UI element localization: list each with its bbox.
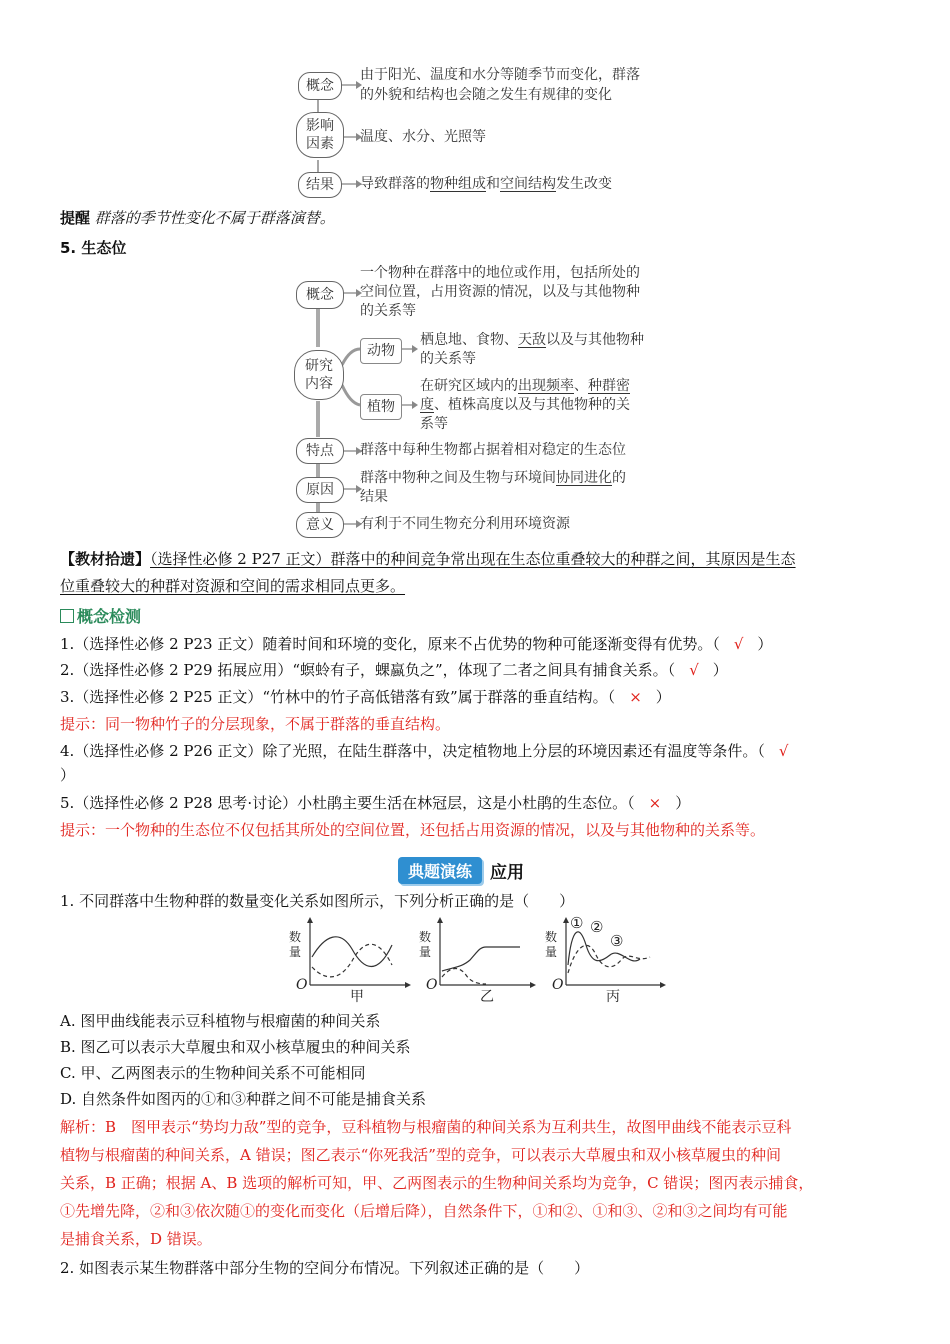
concept-check-title: 概念检测	[60, 606, 141, 628]
banner-label: 典题演练	[398, 857, 482, 884]
reason-node: 原因	[296, 477, 344, 503]
factor-node: 影响 因素	[296, 112, 344, 158]
q1-analysis-line5: 是捕食关系，D 错误。	[60, 1230, 212, 1248]
check-item-1: 1.（选择性必修 2 P23 正文）随着时间和环境的变化，原来不占优势的物种可能逐渐变得有优势。（ √ ）	[60, 635, 773, 653]
feature-text: 群落中每种生物都占据着相对稳定的生态位	[360, 442, 626, 458]
textbook-line1: 【教材拾遗】（选择性必修 2 P27 正文）群落中的种间竞争常出现在生态位重叠较大的种群之间，其原因是生态	[60, 550, 796, 568]
hint-5: 提示：一个物种的生态位不仅包括其所处的空间位置，还包括占用资源的情况，以及与其他物种的关系等。	[60, 821, 766, 839]
plant-node: 植物	[360, 394, 402, 420]
curve-label-2: ②	[590, 918, 604, 936]
plant-text2: 度、植株高度以及与其他物种的关	[420, 397, 630, 413]
concept-node: 概念	[298, 72, 342, 100]
plant-text3: 系等	[420, 416, 448, 432]
result-text: 导致群落的物种组成和空间结构发生改变	[360, 176, 612, 192]
meaning-node: 意义	[296, 512, 344, 538]
factor-text: 温度、水分、光照等	[360, 129, 486, 145]
q2-stem: 2. 如图表示某生物群落中部分生物的空间分布情况。下列叙述正确的是（ ）	[60, 1259, 590, 1277]
reason-text2: 结果	[360, 489, 388, 505]
reminder: 提醒 群落的季节性变化不属于群落演替。	[60, 209, 335, 227]
animal-node: 动物	[360, 338, 402, 364]
practice-banner	[398, 856, 524, 884]
check-item-3: 3.（选择性必修 2 P25 正文）“竹林中的竹子高低错落有致”属于群落的垂直结构。（ × ）	[60, 688, 671, 706]
graph-yi-origin: O	[426, 977, 438, 993]
section5-title: 5. 生态位	[60, 239, 127, 257]
graph-bing-caption: 丙	[606, 989, 620, 1005]
graph-bing-ylabel: 数量	[545, 930, 558, 959]
graph-yi	[437, 917, 536, 988]
graph-jia	[307, 917, 411, 988]
q1-analysis-line1: 解析：B 图甲表示“势均力敌”型的竞争，豆科植物与根瘤菌的种间关系为互利共生，故图甲曲线不能表示豆科	[60, 1118, 792, 1136]
concept-text-line2: 的外貌和结构也会随之发生有规律的变化	[360, 87, 612, 103]
reason-text1: 群落中物种之间及生物与环境间协同进化的	[360, 470, 626, 486]
animal-text2: 的关系等	[420, 351, 476, 367]
graph-jia-caption: 甲	[350, 989, 364, 1005]
niche-concept-text3: 的关系等	[360, 303, 416, 319]
check-item-4-close: ）	[60, 766, 76, 784]
textbook-line2: 位重叠较大的种群对资源和空间的需求相同点更多。	[60, 577, 406, 595]
result-node: 结果	[298, 172, 342, 198]
banner-suffix: 应用	[490, 862, 525, 883]
animal-text1: 栖息地、食物、天敌以及与其他物种	[420, 332, 644, 348]
q1-option-a: A. 图甲曲线能表示豆科植物与根瘤菌的种间关系	[60, 1012, 381, 1030]
q1-option-d: D. 自然条件如图丙的①和③种群之间不可能是捕食关系	[60, 1090, 427, 1108]
q1-option-b: B. 图乙可以表示大草履虫和双小核草履虫的种间关系	[60, 1038, 411, 1056]
niche-concept-text2: 空间位置，占用资源的情况，以及与其他物种	[360, 284, 640, 300]
research-node: 研究 内容	[294, 350, 344, 400]
q1-analysis-line3: 关系，B 正确；根据 A、B 选项的解析可知，甲、乙两图表示的生物种间关系均为竞争，C 错误；图丙表示捕食，	[60, 1174, 814, 1192]
check-item-5: 5.（选择性必修 2 P28 思考·讨论）小杜鹃主要生活在林冠层，这是小杜鹃的生态位。（ × ）	[60, 794, 691, 812]
q1-analysis-line2: 植物与根瘤菌的种间关系，A 错误；图乙表示“你死我活”型的竞争，可以表示大草履虫和双小核草履虫的种间	[60, 1146, 781, 1164]
check-item-2: 2.（选择性必修 2 P29 拓展应用）“螟蛉有子，蜾蠃负之”，体现了二者之间具有捕食关系。（ √ ）	[60, 661, 728, 679]
plant-text1: 在研究区域内的出现频率、种群密	[420, 378, 630, 394]
concept-text-line1: 由于阳光、温度和水分等随季节而变化，群落	[360, 67, 640, 83]
graph-yi-caption: 乙	[480, 989, 494, 1005]
check-item-4: 4.（选择性必修 2 P26 正文）除了光照，在陆生群落中，决定植物地上分层的环境因素还有温度等条件。（ √	[60, 742, 789, 760]
checkbox-icon	[60, 609, 74, 623]
hint-3: 提示：同一物种竹子的分层现象，不属于群落的垂直结构。	[60, 715, 451, 733]
curve-label-3: ③	[610, 932, 624, 950]
feature-node: 特点	[296, 438, 344, 464]
graph-bing-origin: O	[552, 977, 564, 993]
niche-concept-text1: 一个物种在群落中的地位或作用，包括所处的	[360, 265, 640, 281]
q1-stem: 1. 不同群落中生物种群的数量变化关系如图所示，下列分析正确的是（ ）	[60, 892, 575, 910]
curve-label-1: ①	[570, 914, 584, 932]
meaning-text: 有利于不同生物充分利用环境资源	[360, 516, 570, 532]
niche-concept-node: 概念	[296, 281, 344, 309]
q1-option-c: C. 甲、乙两图表示的生物种间关系不可能相同	[60, 1064, 366, 1082]
graph-jia-origin: O	[296, 977, 308, 993]
q1-analysis-line4: ①先增先降，②和③依次随①的变化而变化（后增后降），自然条件下，①和②、①和③、②和③之间均有可能	[60, 1202, 788, 1220]
graph-yi-ylabel: 数量	[419, 930, 432, 959]
graph-jia-ylabel: 数量	[289, 930, 302, 959]
